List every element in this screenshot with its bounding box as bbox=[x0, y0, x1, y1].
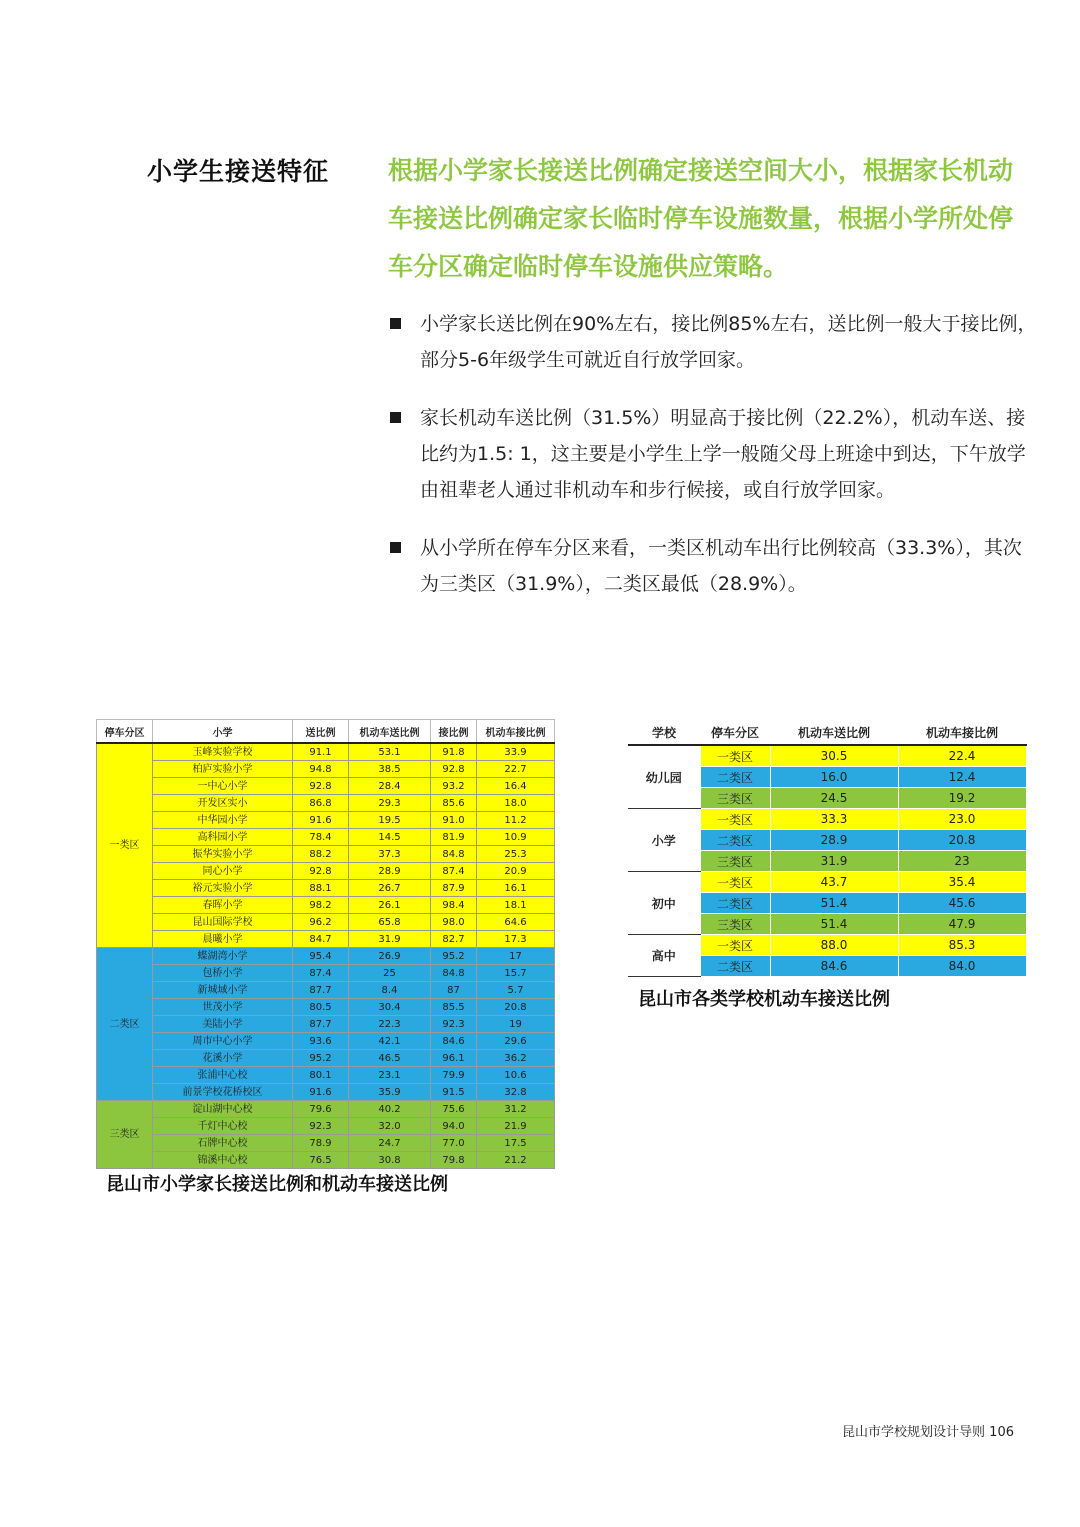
pick-ratio-cell: 85.6 bbox=[431, 795, 477, 812]
car-drop-ratio-cell: 30.8 bbox=[349, 1152, 431, 1169]
table-row bbox=[97, 743, 555, 761]
table-row bbox=[97, 897, 555, 914]
car-drop-ratio-cell: 65.8 bbox=[349, 914, 431, 931]
car-pick-ratio-cell: 33.9 bbox=[477, 743, 555, 761]
table-header-row bbox=[628, 720, 1026, 745]
drop-ratio-cell: 86.8 bbox=[293, 795, 349, 812]
school-name-cell: 花溪小学 bbox=[153, 1050, 293, 1067]
header-car-pick-ratio: 机动车接比例 bbox=[898, 720, 1026, 745]
car-drop-ratio-cell: 8.4 bbox=[349, 982, 431, 999]
table-row bbox=[97, 1101, 555, 1118]
car-drop-ratio-cell: 28.9 bbox=[349, 863, 431, 880]
car-pick-ratio-cell: 12.4 bbox=[898, 767, 1026, 788]
car-drop-ratio-cell: 25 bbox=[349, 965, 431, 982]
school-name-cell: 张浦中心校 bbox=[153, 1067, 293, 1084]
drop-ratio-cell: 79.6 bbox=[293, 1101, 349, 1118]
car-pick-ratio-cell: 17.5 bbox=[477, 1135, 555, 1152]
car-pick-ratio-cell: 21.2 bbox=[477, 1152, 555, 1169]
zone-cell: 二类区 bbox=[700, 830, 770, 851]
zone-cell: 三类区 bbox=[700, 914, 770, 935]
car-pick-ratio-cell: 45.6 bbox=[898, 893, 1026, 914]
pick-ratio-cell: 98.4 bbox=[431, 897, 477, 914]
table-row bbox=[97, 982, 555, 999]
car-drop-ratio-cell: 46.5 bbox=[349, 1050, 431, 1067]
pick-ratio-cell: 91.5 bbox=[431, 1084, 477, 1101]
school-name-cell: 新城域小学 bbox=[153, 982, 293, 999]
drop-ratio-cell: 95.2 bbox=[293, 1050, 349, 1067]
pick-ratio-cell: 96.1 bbox=[431, 1050, 477, 1067]
school-name-cell: 中华园小学 bbox=[153, 812, 293, 829]
drop-ratio-cell: 76.5 bbox=[293, 1152, 349, 1169]
pick-ratio-cell: 79.9 bbox=[431, 1067, 477, 1084]
car-drop-ratio-cell: 26.9 bbox=[349, 948, 431, 965]
drop-ratio-cell: 80.1 bbox=[293, 1067, 349, 1084]
car-drop-ratio-cell: 26.7 bbox=[349, 880, 431, 897]
car-drop-ratio-cell: 23.1 bbox=[349, 1067, 431, 1084]
car-pick-ratio-cell: 47.9 bbox=[898, 914, 1026, 935]
table-row bbox=[97, 948, 555, 965]
car-drop-ratio-cell: 51.4 bbox=[770, 893, 898, 914]
car-drop-ratio-cell: 24.7 bbox=[349, 1135, 431, 1152]
pick-ratio-cell: 87.9 bbox=[431, 880, 477, 897]
drop-ratio-cell: 91.6 bbox=[293, 1084, 349, 1101]
car-pick-ratio-cell: 84.0 bbox=[898, 956, 1026, 977]
primary-school-table bbox=[96, 719, 555, 1169]
car-pick-ratio-cell: 19 bbox=[477, 1016, 555, 1033]
school-name-cell: 昆山国际学校 bbox=[153, 914, 293, 931]
drop-ratio-cell: 88.2 bbox=[293, 846, 349, 863]
car-pick-ratio-cell: 16.4 bbox=[477, 778, 555, 795]
car-pick-ratio-cell: 36.2 bbox=[477, 1050, 555, 1067]
car-drop-ratio-cell: 40.2 bbox=[349, 1101, 431, 1118]
car-pick-ratio-cell: 85.3 bbox=[898, 935, 1026, 956]
pick-ratio-cell: 91.8 bbox=[431, 743, 477, 761]
pick-ratio-cell: 75.6 bbox=[431, 1101, 477, 1118]
school-name-cell: 周市中心小学 bbox=[153, 1033, 293, 1050]
zone-cell: 一类区 bbox=[700, 745, 770, 767]
table-row bbox=[97, 1135, 555, 1152]
school-name-cell: 春晖小学 bbox=[153, 897, 293, 914]
school-name-cell: 淀山湖中心校 bbox=[153, 1101, 293, 1118]
header-car-pick-ratio: 机动车接比例 bbox=[477, 720, 555, 744]
table-row bbox=[97, 1050, 555, 1067]
table-row bbox=[97, 863, 555, 880]
car-pick-ratio-cell: 10.6 bbox=[477, 1067, 555, 1084]
school-name-cell: 裕元实验小学 bbox=[153, 880, 293, 897]
school-name-cell: 世茂小学 bbox=[153, 999, 293, 1016]
zone-cell: 三类区 bbox=[700, 788, 770, 809]
car-pick-ratio-cell: 20.8 bbox=[898, 830, 1026, 851]
drop-ratio-cell: 87.7 bbox=[293, 982, 349, 999]
car-drop-ratio-cell: 26.1 bbox=[349, 897, 431, 914]
pick-ratio-cell: 92.8 bbox=[431, 761, 477, 778]
bullet-item bbox=[390, 400, 1040, 508]
table-row bbox=[97, 1152, 555, 1169]
drop-ratio-cell: 87.4 bbox=[293, 965, 349, 982]
drop-ratio-cell: 91.6 bbox=[293, 812, 349, 829]
table-row bbox=[97, 1016, 555, 1033]
pick-ratio-cell: 87 bbox=[431, 982, 477, 999]
car-pick-ratio-cell: 11.2 bbox=[477, 812, 555, 829]
drop-ratio-cell: 94.8 bbox=[293, 761, 349, 778]
table-row bbox=[97, 880, 555, 897]
car-drop-ratio-cell: 22.3 bbox=[349, 1016, 431, 1033]
pick-ratio-cell: 82.7 bbox=[431, 931, 477, 948]
drop-ratio-cell: 91.1 bbox=[293, 743, 349, 761]
table-row bbox=[97, 999, 555, 1016]
school-name-cell: 一中心小学 bbox=[153, 778, 293, 795]
table-row bbox=[97, 1067, 555, 1084]
document-title: 昆山市学校规划设计导则 bbox=[842, 1425, 986, 1440]
drop-ratio-cell: 88.1 bbox=[293, 880, 349, 897]
page-footer bbox=[842, 1421, 1014, 1440]
car-drop-ratio-cell: 51.4 bbox=[770, 914, 898, 935]
car-drop-ratio-cell: 28.9 bbox=[770, 830, 898, 851]
school-name-cell: 开发区实小 bbox=[153, 795, 293, 812]
car-pick-ratio-cell: 21.9 bbox=[477, 1118, 555, 1135]
school-type-cell: 初中 bbox=[628, 872, 700, 935]
school-name-cell: 美陆小学 bbox=[153, 1016, 293, 1033]
car-pick-ratio-cell: 35.4 bbox=[898, 872, 1026, 893]
square-bullet-icon bbox=[390, 412, 401, 423]
drop-ratio-cell: 78.9 bbox=[293, 1135, 349, 1152]
school-name-cell: 包桥小学 bbox=[153, 965, 293, 982]
car-drop-ratio-cell: 33.3 bbox=[770, 809, 898, 830]
car-drop-ratio-cell: 30.4 bbox=[349, 999, 431, 1016]
car-pick-ratio-cell: 20.9 bbox=[477, 863, 555, 880]
bullet-item bbox=[390, 306, 1040, 378]
school-name-cell: 千灯中心校 bbox=[153, 1118, 293, 1135]
table-row bbox=[97, 795, 555, 812]
car-drop-ratio-cell: 38.5 bbox=[349, 761, 431, 778]
header-car-drop-ratio: 机动车送比例 bbox=[770, 720, 898, 745]
header-school-type: 学校 bbox=[628, 720, 700, 745]
table-row bbox=[628, 809, 1026, 830]
pick-ratio-cell: 84.8 bbox=[431, 965, 477, 982]
car-pick-ratio-cell: 31.2 bbox=[477, 1101, 555, 1118]
car-drop-ratio-cell: 43.7 bbox=[770, 872, 898, 893]
table-row bbox=[97, 812, 555, 829]
school-name-cell: 高科园小学 bbox=[153, 829, 293, 846]
bullet-text: 小学家长送比例在90%左右，接比例85%左右，送比例一般大于接比例，部分5-6年级学生可就近自行放学回家。 bbox=[420, 313, 1037, 371]
school-type-cell: 小学 bbox=[628, 809, 700, 872]
car-pick-ratio-cell: 22.7 bbox=[477, 761, 555, 778]
car-drop-ratio-cell: 88.0 bbox=[770, 935, 898, 956]
school-name-cell: 同心小学 bbox=[153, 863, 293, 880]
pick-ratio-cell: 94.0 bbox=[431, 1118, 477, 1135]
pick-ratio-cell: 81.9 bbox=[431, 829, 477, 846]
table-row bbox=[97, 1033, 555, 1050]
school-name-cell: 振华实验小学 bbox=[153, 846, 293, 863]
school-name-cell: 玉峰实验学校 bbox=[153, 743, 293, 761]
car-drop-ratio-cell: 84.6 bbox=[770, 956, 898, 977]
table-row bbox=[97, 1118, 555, 1135]
table-row bbox=[97, 829, 555, 846]
zone-cell: 二类区 bbox=[700, 893, 770, 914]
car-drop-ratio-cell: 16.0 bbox=[770, 767, 898, 788]
table-header-row bbox=[97, 720, 555, 744]
car-pick-ratio-cell: 23 bbox=[898, 851, 1026, 872]
drop-ratio-cell: 92.8 bbox=[293, 863, 349, 880]
school-name-cell: 石牌中心校 bbox=[153, 1135, 293, 1152]
car-drop-ratio-cell: 24.5 bbox=[770, 788, 898, 809]
zone-cell: 三类区 bbox=[97, 1101, 153, 1169]
school-type-table bbox=[628, 720, 1027, 977]
bullet-item bbox=[390, 530, 1040, 602]
bullet-text: 从小学所在停车分区来看，一类区机动车出行比例较高（33.3%），其次为三类区（31.9%），二类区最低（28.9%）。 bbox=[420, 537, 1022, 595]
school-name-cell: 蝶湖湾小学 bbox=[153, 948, 293, 965]
drop-ratio-cell: 96.2 bbox=[293, 914, 349, 931]
pick-ratio-cell: 87.4 bbox=[431, 863, 477, 880]
car-drop-ratio-cell: 37.3 bbox=[349, 846, 431, 863]
bullet-text: 家长机动车送比例（31.5%）明显高于接比例（22.2%），机动车送、接比约为1.5: 1，这主要是小学生上学一般随父母上班途中到达，下午放学由祖辈老人通过非机动车和步行候接，或自行放学回家。 bbox=[420, 407, 1026, 501]
square-bullet-icon bbox=[390, 542, 401, 553]
car-pick-ratio-cell: 15.7 bbox=[477, 965, 555, 982]
header-drop-ratio: 送比例 bbox=[293, 720, 349, 744]
pick-ratio-cell: 85.5 bbox=[431, 999, 477, 1016]
zone-cell: 二类区 bbox=[97, 948, 153, 1101]
page-number: 106 bbox=[989, 1425, 1014, 1440]
drop-ratio-cell: 93.6 bbox=[293, 1033, 349, 1050]
car-drop-ratio-cell: 29.3 bbox=[349, 795, 431, 812]
car-pick-ratio-cell: 18.0 bbox=[477, 795, 555, 812]
car-drop-ratio-cell: 53.1 bbox=[349, 743, 431, 761]
car-pick-ratio-cell: 32.8 bbox=[477, 1084, 555, 1101]
zone-cell: 三类区 bbox=[700, 851, 770, 872]
table-row bbox=[628, 745, 1026, 767]
zone-cell: 一类区 bbox=[97, 743, 153, 948]
car-drop-ratio-cell: 30.5 bbox=[770, 745, 898, 767]
drop-ratio-cell: 92.3 bbox=[293, 1118, 349, 1135]
section-title: 小学生接送特征 bbox=[147, 157, 330, 186]
drop-ratio-cell: 80.5 bbox=[293, 999, 349, 1016]
pick-ratio-cell: 93.2 bbox=[431, 778, 477, 795]
header-school: 小学 bbox=[153, 720, 293, 744]
table1-caption: 昆山市小学家长接送比例和机动车接送比例 bbox=[106, 1174, 448, 1195]
car-drop-ratio-cell: 35.9 bbox=[349, 1084, 431, 1101]
car-pick-ratio-cell: 19.2 bbox=[898, 788, 1026, 809]
pick-ratio-cell: 95.2 bbox=[431, 948, 477, 965]
car-pick-ratio-cell: 17.3 bbox=[477, 931, 555, 948]
table-row bbox=[97, 761, 555, 778]
school-type-cell: 幼儿园 bbox=[628, 745, 700, 809]
table-row bbox=[97, 914, 555, 931]
car-pick-ratio-cell: 10.9 bbox=[477, 829, 555, 846]
table-row bbox=[628, 935, 1026, 956]
header-zone: 停车分区 bbox=[700, 720, 770, 745]
school-name-cell: 柏庐实验小学 bbox=[153, 761, 293, 778]
zone-cell: 一类区 bbox=[700, 809, 770, 830]
square-bullet-icon bbox=[390, 318, 401, 329]
car-pick-ratio-cell: 22.4 bbox=[898, 745, 1026, 767]
car-drop-ratio-cell: 28.4 bbox=[349, 778, 431, 795]
pick-ratio-cell: 84.6 bbox=[431, 1033, 477, 1050]
car-drop-ratio-cell: 31.9 bbox=[770, 851, 898, 872]
pick-ratio-cell: 79.8 bbox=[431, 1152, 477, 1169]
table-row bbox=[97, 846, 555, 863]
zone-cell: 二类区 bbox=[700, 956, 770, 977]
zone-cell: 一类区 bbox=[700, 872, 770, 893]
pick-ratio-cell: 91.0 bbox=[431, 812, 477, 829]
car-drop-ratio-cell: 14.5 bbox=[349, 829, 431, 846]
zone-cell: 一类区 bbox=[700, 935, 770, 956]
header-pick-ratio: 接比例 bbox=[431, 720, 477, 744]
header-zone: 停车分区 bbox=[97, 720, 153, 744]
table-row bbox=[628, 872, 1026, 893]
car-pick-ratio-cell: 18.1 bbox=[477, 897, 555, 914]
pick-ratio-cell: 92.3 bbox=[431, 1016, 477, 1033]
car-pick-ratio-cell: 17 bbox=[477, 948, 555, 965]
car-drop-ratio-cell: 32.0 bbox=[349, 1118, 431, 1135]
drop-ratio-cell: 87.7 bbox=[293, 1016, 349, 1033]
car-pick-ratio-cell: 16.1 bbox=[477, 880, 555, 897]
drop-ratio-cell: 95.4 bbox=[293, 948, 349, 965]
car-drop-ratio-cell: 19.5 bbox=[349, 812, 431, 829]
pick-ratio-cell: 77.0 bbox=[431, 1135, 477, 1152]
drop-ratio-cell: 84.7 bbox=[293, 931, 349, 948]
drop-ratio-cell: 78.4 bbox=[293, 829, 349, 846]
table-row bbox=[97, 778, 555, 795]
drop-ratio-cell: 92.8 bbox=[293, 778, 349, 795]
headline: 根据小学家长接送比例确定接送空间大小，根据家长机动车接送比例确定家长临时停车设施数量，根据小学所处停车分区确定临时停车设施供应策略。 bbox=[388, 156, 1014, 281]
pick-ratio-cell: 84.8 bbox=[431, 846, 477, 863]
car-pick-ratio-cell: 29.6 bbox=[477, 1033, 555, 1050]
car-drop-ratio-cell: 42.1 bbox=[349, 1033, 431, 1050]
car-pick-ratio-cell: 5.7 bbox=[477, 982, 555, 999]
school-type-cell: 高中 bbox=[628, 935, 700, 977]
table2-caption: 昆山市各类学校机动车接送比例 bbox=[638, 989, 890, 1010]
header-car-drop-ratio: 机动车送比例 bbox=[349, 720, 431, 744]
table-row bbox=[97, 1084, 555, 1101]
car-pick-ratio-cell: 25.3 bbox=[477, 846, 555, 863]
car-drop-ratio-cell: 31.9 bbox=[349, 931, 431, 948]
table-row bbox=[97, 965, 555, 982]
car-pick-ratio-cell: 20.8 bbox=[477, 999, 555, 1016]
zone-cell: 二类区 bbox=[700, 767, 770, 788]
school-name-cell: 前景学校花桥校区 bbox=[153, 1084, 293, 1101]
table-row bbox=[97, 931, 555, 948]
car-pick-ratio-cell: 23.0 bbox=[898, 809, 1026, 830]
school-name-cell: 锦溪中心校 bbox=[153, 1152, 293, 1169]
school-name-cell: 晨曦小学 bbox=[153, 931, 293, 948]
car-pick-ratio-cell: 64.6 bbox=[477, 914, 555, 931]
pick-ratio-cell: 98.0 bbox=[431, 914, 477, 931]
bullet-list bbox=[390, 306, 1040, 624]
drop-ratio-cell: 98.2 bbox=[293, 897, 349, 914]
